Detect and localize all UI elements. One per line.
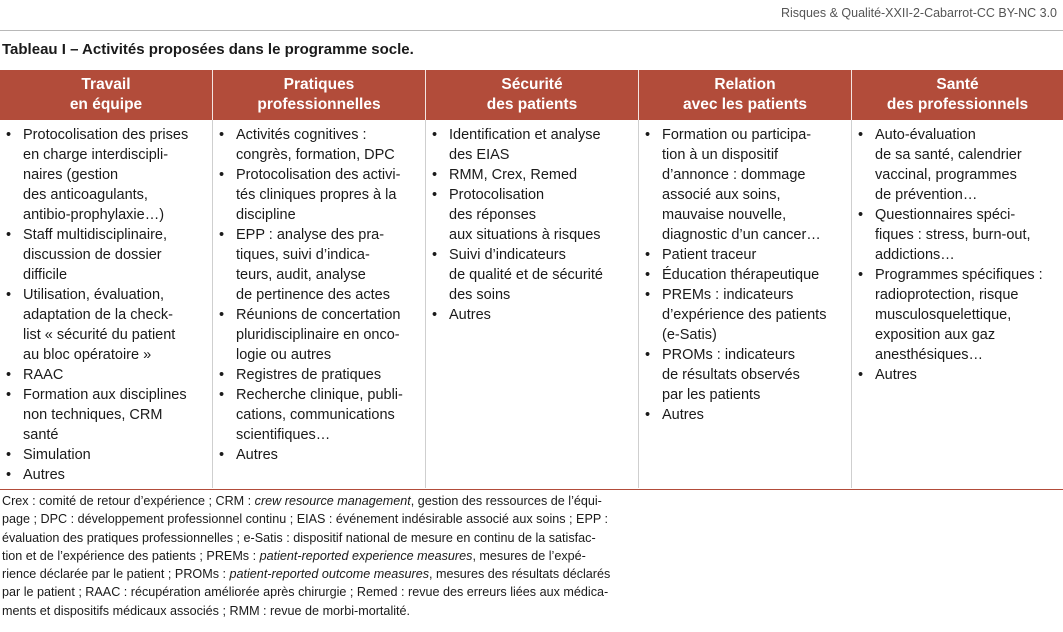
header-divider [0, 30, 1063, 31]
list-item [6, 225, 208, 285]
list-item-text: Éducation thérapeutique [662, 267, 820, 283]
list-item [645, 245, 847, 265]
list-item [645, 285, 847, 345]
list-item-text: Programmes spécifiques : radioprotection, risque musculosquelettique, exposition aux gaz anesthésiques… [875, 267, 1043, 363]
column-header-travail-en-equipe: Travail en équipe [69, 76, 143, 113]
column-header-relation-avec-les-patients: Relation avec les patients [638, 70, 851, 120]
list-item [432, 125, 634, 165]
bullet-icon: • [219, 447, 225, 463]
list-item [645, 405, 847, 425]
table-body-row [0, 120, 1063, 488]
bullet-icon: • [219, 307, 225, 323]
bullet-icon: • [645, 407, 651, 423]
bullet-icon: • [219, 367, 225, 383]
list-item-text: Autres [662, 407, 704, 423]
list-item-text: Simulation [23, 447, 91, 463]
list-item [432, 245, 634, 305]
list-item [219, 165, 421, 225]
bullet-icon: • [858, 127, 864, 143]
bullet-list [219, 125, 421, 465]
bullet-icon: • [858, 267, 864, 283]
list-item-text: EPP : analyse des pra- tiques, suivi d’indica- teurs, audit, analyse de pertinence des actes [236, 227, 390, 303]
list-item-text: Autres [236, 447, 278, 463]
table-caption: Tableau I – Activités proposées dans le programme socle. [2, 41, 414, 58]
list-item [432, 165, 634, 185]
bullet-icon: • [432, 127, 438, 143]
bullet-icon: • [6, 387, 12, 403]
column-header-sante-des-professionnels: Santé des professionnels [851, 70, 1063, 120]
bullet-icon: • [645, 347, 651, 363]
bullet-icon: • [432, 167, 438, 183]
list-item-text: Recherche clinique, publi- cations, communications scientifiques… [236, 387, 403, 443]
footnote-italic-term: patient-reported outcome measures [229, 567, 430, 582]
column-relation-avec-les-patients [638, 120, 851, 488]
bullet-icon: • [432, 247, 438, 263]
list-item-text: Questionnaires spéci- fiques : stress, burn-out, addictions… [875, 207, 1031, 263]
list-item-text: Autres [875, 367, 917, 383]
list-item-text: Patient traceur [662, 247, 757, 263]
column-travail-en-equipe [0, 120, 212, 488]
bullet-icon: • [6, 287, 12, 303]
footnote-text: , mesures des résultats déclarés par le patient ; RAAC : récupération améliorée après chirurgie ; Remed : revue des erreurs liées aux médica- ments et dispositifs médicaux associés ; RMM : revue de morbi-mortalité. [2, 567, 611, 618]
list-item [219, 125, 421, 165]
bullet-list [858, 125, 1059, 385]
list-item [858, 205, 1059, 265]
column-pratiques-professionnelles [212, 120, 425, 488]
list-item-text: Suivi d’indicateurs de qualité et de sécurité des soins [449, 247, 603, 303]
table-bottom-rule [0, 489, 1063, 490]
column-header-pratiques-professionnelles: Pratiques professionnelles [212, 70, 425, 120]
bullet-icon: • [6, 367, 12, 383]
list-item [432, 185, 634, 245]
footnote-text: Crex : comité de retour d’expérience ; CRM : [2, 494, 255, 508]
bullet-icon: • [858, 367, 864, 383]
footnote-italic-term: crew resource management [254, 494, 411, 508]
list-item [6, 445, 208, 465]
bullet-icon: • [645, 127, 651, 143]
list-item-text: Réunions de concertation pluridisciplinaire en onco- logie ou autres [236, 307, 401, 363]
bullet-list [6, 125, 208, 485]
table-header-row [0, 70, 1063, 120]
column-header-securite-des-patients: Sécurité des patients [425, 70, 638, 120]
bullet-icon: • [645, 247, 651, 263]
list-item-text: Registres de pratiques [236, 367, 382, 383]
list-item [645, 265, 847, 285]
list-item-text: PROMs : indicateurs de résultats observés par les patients [662, 347, 800, 403]
bullet-list [645, 125, 847, 425]
list-item [6, 285, 208, 365]
running-header: Risques & Qualité-XXII-2-Cabarrot-CC BY-NC 3.0 [780, 6, 1057, 20]
list-item-text: RAAC [23, 367, 64, 383]
list-item [858, 365, 1059, 385]
bullet-list [432, 125, 634, 325]
bullet-icon: • [219, 127, 225, 143]
list-item [858, 265, 1059, 365]
list-item [219, 445, 421, 465]
list-item-text: PREMs : indicateurs d’expérience des patients (e-Satis) [662, 287, 827, 343]
bullet-icon: • [6, 447, 12, 463]
bullet-icon: • [219, 387, 225, 403]
list-item-text: Protocolisation des prises en charge interdiscipli- naires (gestion des anticoagulants, antibio-prophylaxie…) [23, 127, 189, 223]
list-item [6, 465, 208, 485]
list-item-text: Autres [449, 307, 491, 323]
list-item [219, 225, 421, 305]
list-item-text: Autres [23, 467, 65, 483]
list-item-text: Activités cognitives : congrès, formation, DPC [236, 127, 395, 163]
list-item-text: Utilisation, évaluation, adaptation de la check- list « sécurité du patient au bloc opératoire » [23, 287, 176, 363]
list-item-text: Staff multidisciplinaire, discussion de dossier difficile [23, 227, 167, 283]
column-securite-des-patients [425, 120, 638, 488]
list-item [6, 365, 208, 385]
column-sante-des-professionnels [851, 120, 1063, 488]
list-item-text: RMM, Crex, Remed [449, 167, 578, 183]
list-item-text: Protocolisation des réponses aux situations à risques [449, 187, 601, 243]
list-item [645, 125, 847, 245]
footnote-text: , mesures de l’expé- rience déclarée par le patient ; PROMs : [2, 548, 586, 582]
list-item [6, 125, 208, 225]
list-item-text: Formation aux disciplines non techniques, CRM santé [23, 387, 187, 443]
list-item-text: Auto-évaluation de sa santé, calendrier vaccinal, programmes de prévention… [875, 127, 1022, 203]
bullet-icon: • [432, 307, 438, 323]
footnote-text: , gestion des ressources de l’équi- page ; DPC : développement professionnel continu ; EIAS : événement indésirable associé aux soins ; EPP : évaluation des pratiques professionnelles ; e-Satis : dispositif national de mesure en continu de la satisfac- tion et de l’expérience des patients ; PREMs : [2, 494, 609, 563]
list-item [219, 305, 421, 365]
bullet-icon: • [6, 127, 12, 143]
bullet-icon: • [645, 287, 651, 303]
bullet-icon: • [219, 167, 225, 183]
bullet-icon: • [858, 207, 864, 223]
list-item-text: Protocolisation des activi- tés cliniques propres à la discipline [236, 167, 401, 223]
footnote-italic-term: patient-reported experience measures [259, 548, 473, 563]
abbreviations-footnote [2, 492, 670, 620]
list-item [6, 385, 208, 445]
list-item [858, 125, 1059, 205]
list-item [432, 305, 634, 325]
bullet-icon: • [219, 227, 225, 243]
list-item-text: Identification et analyse des EIAS [449, 127, 601, 163]
list-item [645, 345, 847, 405]
activities-table [0, 70, 1063, 488]
list-item [219, 385, 421, 445]
bullet-icon: • [645, 267, 651, 283]
list-item [219, 365, 421, 385]
bullet-icon: • [6, 227, 12, 243]
bullet-icon: • [432, 187, 438, 203]
bullet-icon: • [6, 467, 12, 483]
list-item-text: Formation ou participa- tion à un dispositif d’annonce : dommage associé aux soins, mauvaise nouvelle, diagnostic d’un cancer… [662, 127, 821, 243]
